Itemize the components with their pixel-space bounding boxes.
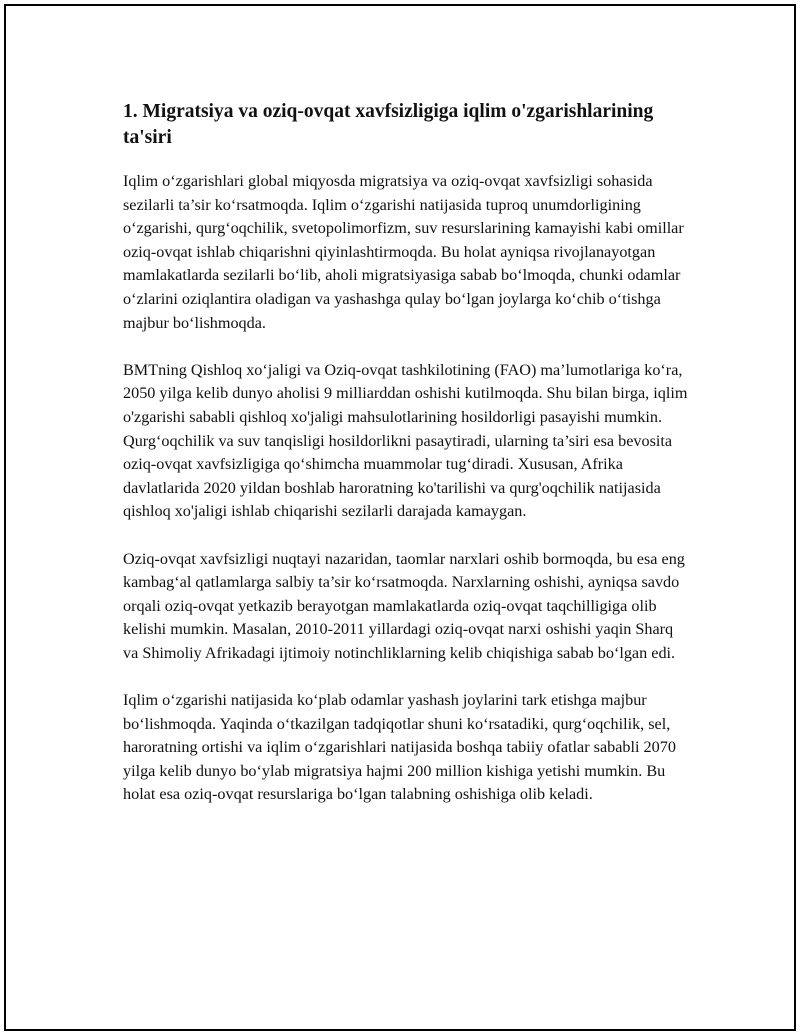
document-body: [123, 99, 688, 831]
paragraph-2: BMTning Qishloq xo‘jaligi va Oziq-ovqat tashkilotining (FAO) ma’lumotlariga ko‘ra, 2050 yilga kelib dunyo aholisi 9 milliarddan oshishi kutilmoqda. Shu bilan birga, iqlim o'zgarishi sababli qishloq xo'jaligi mahsulotlarining hosildorligi pasayishi mumkin. Qurg‘oqchilik va suv tanqisligi hosildorlikni pasaytiradi, ularning ta’siri esa bevosita oziq-ovqat xavfsizligiga qo‘shimcha muammolar tug‘diradi. Xususan, Afrika davlatlarida 2020 yildan boshlab haroratning ko'tarilishi va qurg'oqchilik natijasida qishloq xo'jaligi ishlab chiqarishi sezilarli darajada kamaygan.: [123, 360, 688, 521]
page-frame: [4, 4, 796, 1031]
paragraph-1: Iqlim o‘zgarishlari global miqyosda migratsiya va oziq-ovqat xavfsizligi sohasida sezilarli ta’sir ko‘rsatmoqda. Iqlim o‘zgarishi natijasida tuproq unumdorligining o‘zgarishi, qurg‘oqchilik, svetopolimorfizm, suv resurslarining kamayishi kabi omillar oziq-ovqat ishlab chiqarishni qiyinlashtirmoqda. Bu holat ayniqsa rivojlanayotgan mamlakatlarda sezilarli bo‘lib, aholi migratsiyasiga sabab bo‘lmoqda, chunki odamlar o‘zlarini oziqlantira oladigan va yashashga qulay bo‘lgan joylarga ko‘chib o‘tishga majbur bo‘lishmoqda.: [123, 172, 684, 332]
paragraph-3: Oziq-ovqat xavfsizligi nuqtayi nazaridan, taomlar narxlari oshib bormoqda, bu esa eng kambag‘al qatlamlarga salbiy ta’sir ko‘rsatmoqda. Narxlarning oshishi, ayniqsa savdo orqali oziq-ovqat yetkazib berayotgan mamlakatlarda oziq-ovqat taqchilligiga olib kelishi mumkin. Masalan, 2010-2011 yillardagi oziq-ovqat narxi oshishi yaqin Sharq va Shimoliy Afrikadagi ijtimoiy notinchliklarning kelib chiqishiga sabab bo‘lgan edi.: [123, 549, 685, 662]
paragraph-4: Iqlim o‘zgarishi natijasida ko‘plab odamlar yashash joylarini tark etishga majbur bo‘lishmoqda. Yaqinda o‘tkazilgan tadqiqotlar shuni ko‘rsatadiki, qurg‘oqchilik, sel, haroratning ortishi va iqlim o‘zgarishlari natijasida boshqa tabiiy ofatlar sababli 2070 yilga kelib dunyo bo‘ylab migratsiya hajmi 200 million kishiga yetishi mumkin. Bu holat esa oziq-ovqat resurslariga bo‘lgan talabning oshishiga olib keladi.: [123, 691, 676, 804]
section-heading: 1. Migratsiya va oziq-ovqat xavfsizligiga iqlim o'zgarishlarining ta'siri: [123, 101, 654, 148]
